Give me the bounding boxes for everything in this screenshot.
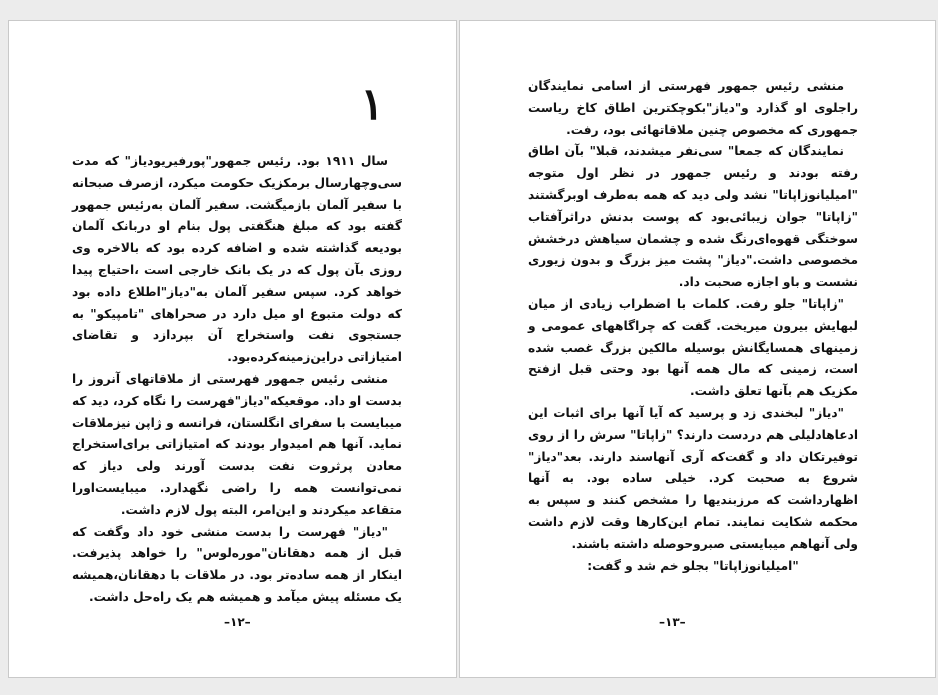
- chapter-number: ۱: [360, 79, 384, 130]
- paragraph: منشی رئیس جمهور فهرستی از اسامی نمایندگان راجلوی او گذارد و"دیاز"بکوچکترین اطاق کاخ ریاست جمهوری که مخصوص چنین ملاقاتهائی بود، رفت.: [528, 79, 858, 137]
- paragraph: "دیاز" لبخندی زد و پرسید که آیا آنها برای اثبات این ادعاهادلیلی هم دردست دارند؟ "زاپاتا" سرش را از روی توفیرتکان داد و گفت‌که آری آنهاسند دارند. بعد"دیاز" شروع به صحبت کرد. خیلی ساده بود. به آنها اظهارداشت که مرزبندیها را مشخص کنند و سپس به محکمه شکایت نمایند. تمام این‌کارها وقت لازم داشت ولی آنهاهم میبایستی صبروحوصله داشته باشند.: [528, 405, 858, 551]
- page-number: –۱۳–: [659, 615, 686, 629]
- right-page-text: [528, 76, 858, 577]
- paragraph: نمایندگان که جمعا" سی‌نفر میشدند، قبلا" بآن اطاق رفته بودند و رئیس جمهور در نظر اول متوجه "امیلیانوزاپاتا" نشد ولی دید که همه به‌طرف اوبرگشتند "زاپاتا" جوان زیبائی‌بود که پوست بدنش دراثرآفتاب سوختگی قهوه‌ای‌رنگ شده و چشمان سیاهش درخشش مخصوصی داشت."دیاز" پشت میز بزرگ و بدون زیوری نشست و باو اجازه صحبت داد.: [528, 144, 858, 290]
- paragraph: "دیاز" فهرست را بدست منشی خود داد وگفت که قبل از همه دهقانان"مورەلوس" را خواهد پذیرفت. اینکار از همه ساده‌تر بود. در ملاقات با دهقانان،همیشه یک مسئله پیش میآمد و همیشه هم یک راه‌حل داشت.: [72, 524, 402, 604]
- right-page: [459, 20, 936, 678]
- paragraph: سال ۱۹۱۱ بود. رئیس جمهور"پورفیریودیاز" که مدت سی‌وچهارسال برمکزیک حکومت میکرد، ازصرف صبحانه با سفیر آلمان بازمیگشت. سفیر آلمان به‌رئیس جمهور گفته بود که مبلغ هنگفتی پول بنام او دربانک آلمان بودیعه گذاشته شده و اضافه کرده بود که بالاخره وی روزی بآن پول که در یک بانک خارجی است ،احتیاج پیدا خواهد کرد. سپس سفیر آلمان به"دیاز"اطلاع داده بود که دولت متبوع او میل دارد در صحراهای "تامپیکو" به جستجوی نفت واستخراج آن بپردازد و تقاضای امتیازاتی دراین‌زمینه‌کرده‌بود.: [72, 154, 402, 365]
- left-page: [8, 20, 457, 678]
- paragraph: "زاپاتا" جلو رفت. کلمات با اضطراب زیادی از میان لبهایش بیرون میریخت. گفت که چراگاههای عمومی و زمینهای همسایگانش بوسیله مالکین بزرگ غصب شده است، زمینی که مال همه آنها بود وحتی قبل ازفتح مکزیک هم بآنها تعلق داشت.: [528, 296, 858, 399]
- paragraph: منشی رئیس جمهور فهرستی از ملاقاتهای آنروز را بدست او داد. موقعیکه"دیاز"فهرست را نگاه کرد، دید که میبایست با سفرای انگلستان، فرانسه و ژاپن نیزملاقات نماید. آنها هم امیدوار بودند که امتیازاتی برای‌استخراج معادن پرثروت نفت بدست آورند ولی دیاز که نمی‌توانست همه را راضی نگهدارد. میبایست‌اورا متقاعد میکردند و این‌امر، البته پول لازم داشت.: [72, 371, 402, 517]
- page-number: –۱۲–: [224, 615, 251, 629]
- left-page-text: [72, 151, 402, 609]
- paragraph: "امیلیانوزاپاتا" بجلو خم شد و گفت:: [587, 558, 799, 573]
